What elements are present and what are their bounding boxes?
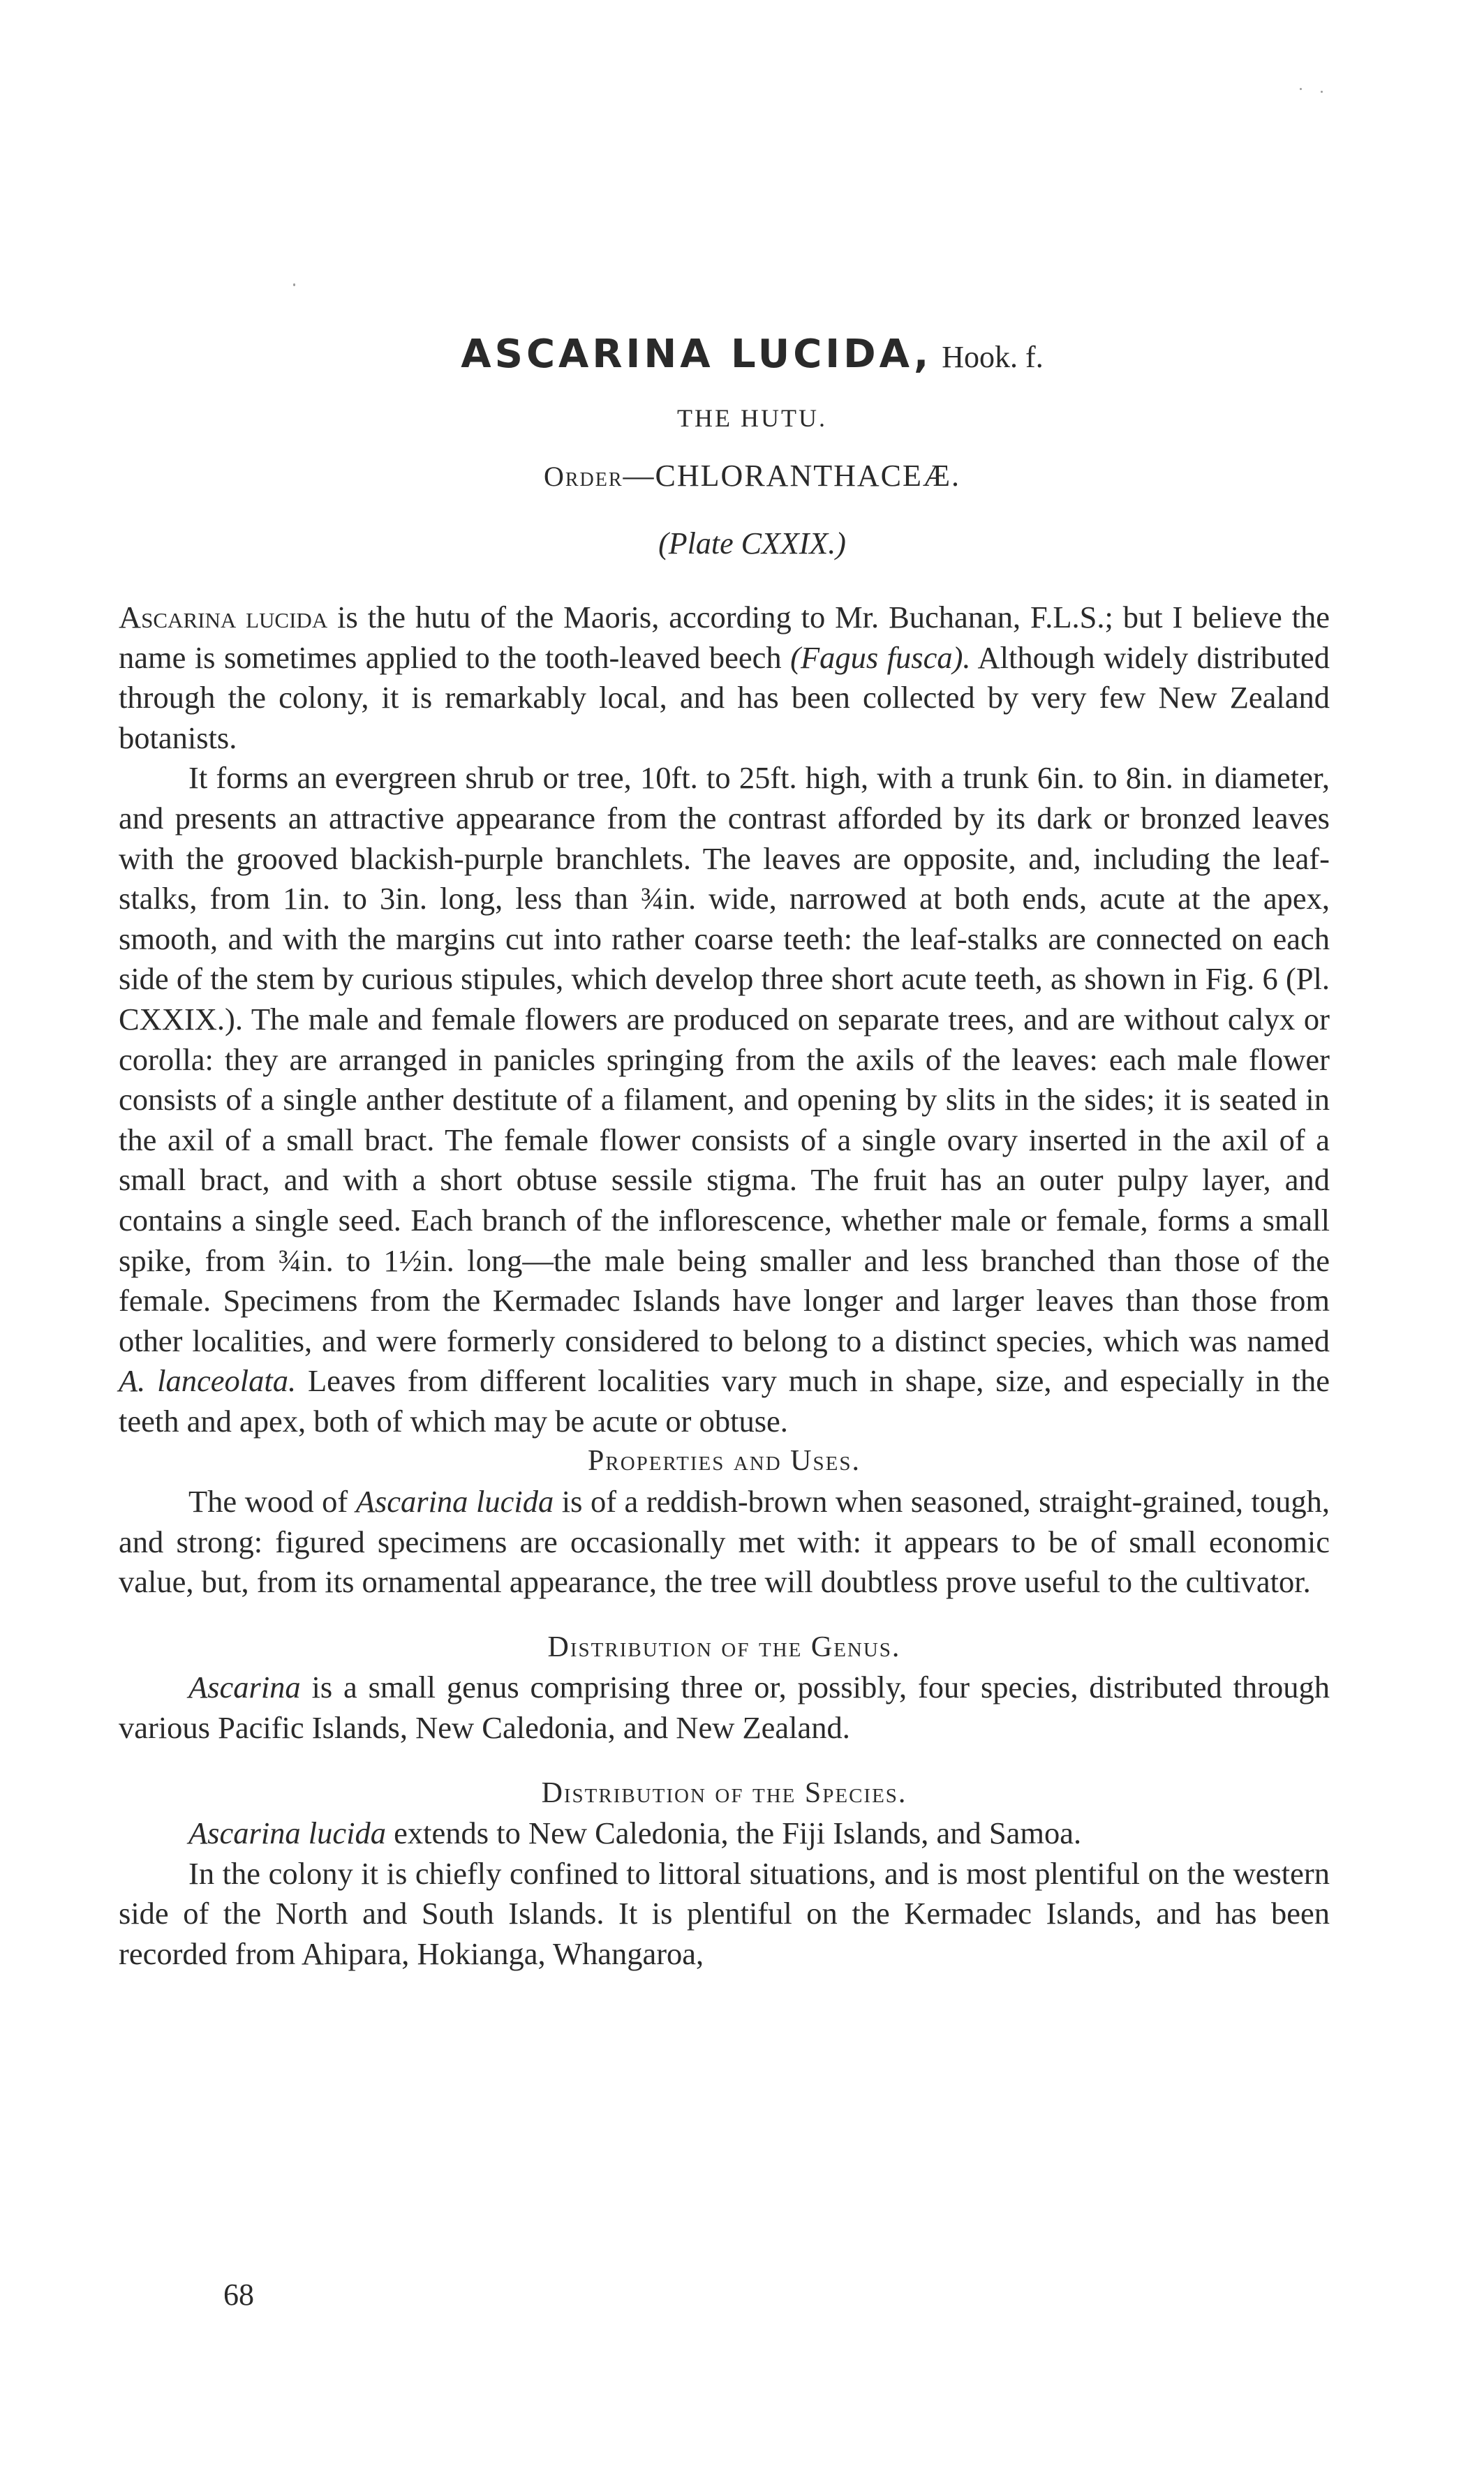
species-name: ASCARINA LUCIDA, <box>461 332 933 377</box>
intro-italic: (Fagus fusca). <box>790 639 971 675</box>
plate-reference: (Plate CXXIX.) <box>658 526 846 560</box>
paper-speck <box>1321 91 1323 93</box>
species-distribution-italic: Ascarina lucida <box>188 1815 387 1851</box>
document-page <box>119 332 1330 1975</box>
intro-paragraph <box>119 597 1330 758</box>
species-distribution-text: extends to New Caledonia, the Fiji Islands, and Samoa. <box>386 1815 1082 1851</box>
species-distribution-heading: Distribution of the Species. <box>541 1776 907 1809</box>
genus-distribution-text: is a small genus comprising three or, possibly, four species, distributed through various Pacific Islands, New Caledonia, and New Zealand. <box>119 1670 1330 1746</box>
species-title <box>175 332 1330 377</box>
order-line <box>175 458 1330 493</box>
properties-text-end: is of a reddish-brown when seasoned, straight-grained, tough, and strong: figured specimens are occasionally met with: it appears to be of small economic value, but, from its ornamental appearance, the tree will doubtless prove useful to the cultivator. <box>119 1484 1330 1600</box>
order-dash: — <box>623 459 655 493</box>
properties-text: The wood of <box>188 1484 356 1520</box>
order-prefix: Order <box>543 461 623 492</box>
properties-heading: Properties and Uses. <box>588 1445 861 1478</box>
paper-speck <box>293 283 295 286</box>
genus-distribution-heading: Distribution of the Genus. <box>547 1631 901 1663</box>
description-paragraph <box>119 758 1330 1441</box>
description-italic: A. lanceolata. <box>119 1363 297 1399</box>
order-name: CHLORANTHACEÆ. <box>655 459 960 493</box>
intro-text: is the hutu of the Maoris, according to Mr. Buchanan, F.L.S.; but I believe the name is sometimes applied to the tooth-leaved beech <box>119 600 1330 675</box>
colony-distribution-paragraph: In the colony it is chiefly confined to littoral situations, and is most plentiful on the western side of the North and South Islands. It is plentiful on the Kermadec Islands, and has been recorded from Ahipara, Hokianga, Whangaroa, <box>119 1855 1330 1971</box>
intro-text-end: Although widely distributed through the colony, it is remarkably local, and has been collected by very few New Zealand botanists. <box>119 639 1330 755</box>
genus-distribution-paragraph <box>119 1668 1330 1748</box>
intro-species-smallcaps: Ascarina lucida <box>119 600 328 634</box>
common-name: THE HUTU. <box>677 404 827 432</box>
genus-distribution-italic: Ascarina <box>188 1670 301 1705</box>
properties-italic: Ascarina lucida <box>355 1484 554 1520</box>
species-author: Hook. f. <box>942 340 1044 374</box>
species-distribution-paragraph <box>119 1813 1330 1854</box>
page-number: 68 <box>223 2278 254 2312</box>
description-text: It forms an evergreen shrub or tree, 10ft. to 25ft. high, with a trunk 6in. to 8in. in diameter, and presents an attractive appearance from the contrast afforded by its dark or bronzed leaves with the grooved blackish-purple branchlets. The leaves are opposite, and, including the leaf-stalks, from 1in. to 3in. long, less than ¾in. wide, narrowed at both ends, acute at the apex, smooth, and with the margins cut into rather coarse teeth: the leaf-stalks are connected on each side of the stem by curious stipules, which develop three short acute teeth, as shown in Fig. 6 (Pl. CXXIX.). The male and female flowers are produced on separate trees, and are without calyx or corolla: they are arranged in panicles springing from the axils of the leaves: each male flower consists of a single anther destitute of a filament, and opening by slits in the sides; it is seated in the axil of a small bract. The female flower consists of a single ovary inserted in the axil of a small bract, and with a short obtuse sessile stigma. The fruit has an outer pulpy layer, and contains a single seed. Each branch of the inflorescence, whether male or female, forms a small spike, from ¾in. to 1½in. long—the male being smaller and less branched than those of the female. Specimens from the Kermadec Islands have longer and larger leaves than those from other localities, and were formerly considered to belong to a distinct species, which was named <box>119 760 1330 1358</box>
description-text-end: Leaves from different localities vary much in shape, size, and especially in the teeth and apex, both of which may be acute or obtuse. <box>119 1363 1330 1439</box>
properties-paragraph <box>119 1482 1330 1603</box>
paper-speck <box>1300 88 1302 90</box>
